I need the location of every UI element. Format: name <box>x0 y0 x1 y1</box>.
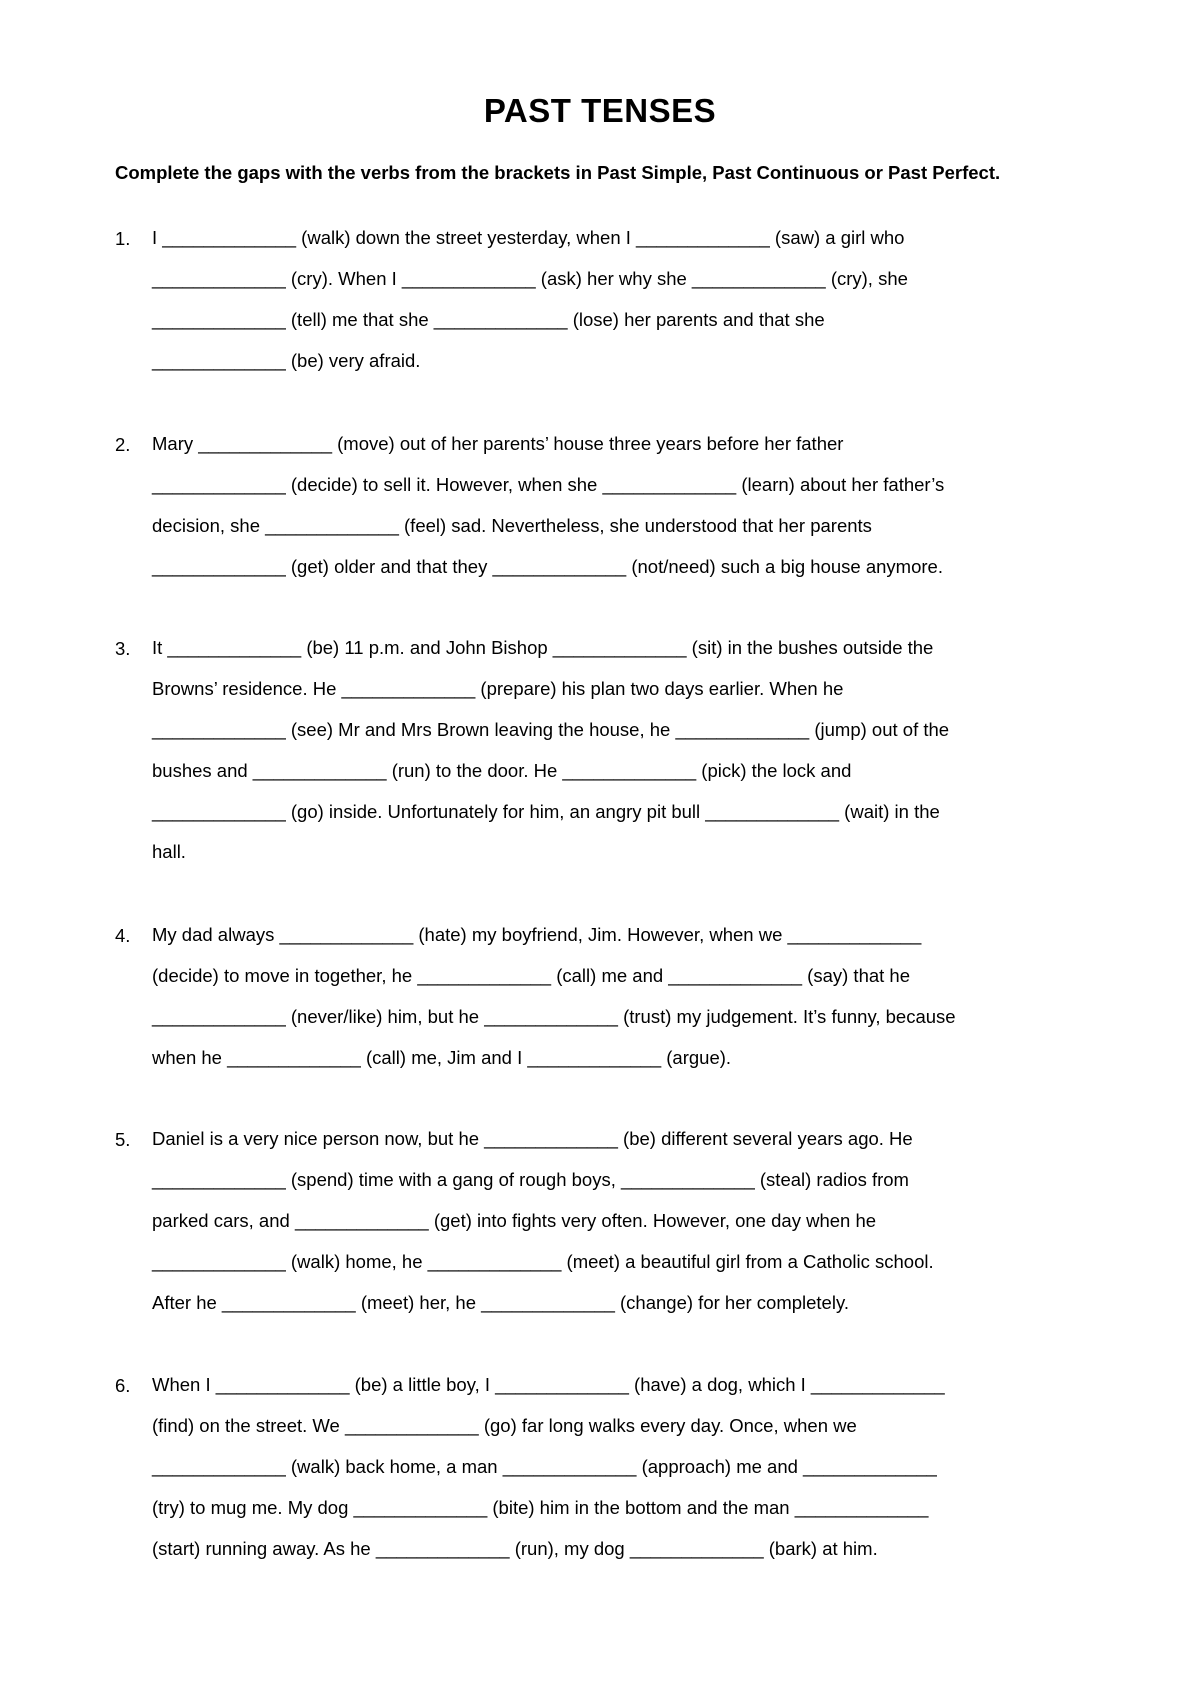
exercise-line: parked cars, and _____________ (get) into fights very often. However, one day when he <box>152 1209 877 1231</box>
exercise-line: Browns’ residence. He _____________ (prepare) his plan two days earlier. When he <box>152 677 844 699</box>
exercise-line: _____________ (be) very afraid. <box>152 349 421 371</box>
exercise-text <box>152 638 949 883</box>
exercise-line: (try) to mug me. My dog _____________ (bite) him in the bottom and the man _____________ <box>152 1496 929 1518</box>
exercise-line: (start) running away. As he _____________ (run), my dog _____________ (bark) at him. <box>152 1537 878 1559</box>
exercise-line: After he _____________ (meet) her, he _____________ (change) for her completely. <box>152 1291 849 1313</box>
page-title: PAST TENSES <box>483 92 717 129</box>
exercise-line: hall. <box>152 841 186 863</box>
exercise-line: When I _____________ (be) a little boy, I _____________ (have) a dog, which I _____________ <box>152 1374 945 1395</box>
exercise-number: 1. <box>115 228 131 249</box>
exercise-line: Mary _____________ (move) out of her parents’ house three years before her father <box>152 433 844 454</box>
exercise-line: Daniel is a very nice person now, but he _____________ (be) different several years ago. He <box>152 1128 913 1149</box>
exercise-line: _____________ (decide) to sell it. However, when she _____________ (learn) about her father’s <box>152 473 945 495</box>
exercise-line: _____________ (cry). When I _____________ (ask) her why she _____________ (cry), she <box>152 267 908 289</box>
exercise-text <box>152 1375 945 1579</box>
exercise-number: 3. <box>115 638 131 659</box>
exercise-line: (find) on the street. We _____________ (go) far long walks every day. Once, when we <box>152 1414 857 1436</box>
exercise-line: decision, she _____________ (feel) sad. Nevertheless, she understood that her parents <box>152 514 872 536</box>
exercise-line: _____________ (see) Mr and Mrs Brown leaving the house, he _____________ (jump) out of the <box>152 718 950 740</box>
exercise-number: 5. <box>115 1129 131 1150</box>
exercise-text <box>152 434 944 598</box>
exercise-line: _____________ (walk) home, he _____________ (meet) a beautiful girl from a Catholic school. <box>152 1250 934 1272</box>
exercise-line: My dad always _____________ (hate) my boyfriend, Jim. However, when we _____________ <box>152 924 922 945</box>
exercise-number: 2. <box>115 434 131 455</box>
instructions: Complete the gaps with the verbs from the brackets in Past Simple, Past Continuous or Past Perfect. <box>115 162 1001 183</box>
exercise-line: _____________ (walk) back home, a man _____________ (approach) me and _____________ <box>152 1455 937 1477</box>
exercise-line: _____________ (spend) time with a gang of rough boys, _____________ (steal) radios from <box>152 1168 909 1190</box>
exercise-line: _____________ (go) inside. Unfortunately for him, an angry pit bull _____________ (wait) in the <box>152 800 940 822</box>
exercise-line: I _____________ (walk) down the street yesterday, when I _____________ (saw) a girl who <box>152 227 905 248</box>
exercise-line: It _____________ (be) 11 p.m. and John Bishop _____________ (sit) in the bushes outside the <box>152 637 934 658</box>
exercise-line: (decide) to move in together, he _____________ (call) me and _____________ (say) that he <box>152 964 911 986</box>
exercise-number: 4. <box>115 925 131 946</box>
exercise-line: _____________ (never/like) him, but he _____________ (trust) my judgement. It’s funny, because <box>152 1005 956 1027</box>
exercise-line: _____________ (tell) me that she _____________ (lose) her parents and that she <box>152 308 825 330</box>
exercise-line: _____________ (get) older and that they _____________ (not/need) such a big house anymore. <box>152 555 943 577</box>
exercise-line: when he _____________ (call) me, Jim and I _____________ (argue). <box>152 1046 732 1068</box>
exercise-line: bushes and _____________ (run) to the door. He _____________ (pick) the lock and <box>152 759 852 781</box>
exercise-text <box>152 228 908 392</box>
exercise-text <box>152 925 956 1089</box>
exercise-text <box>152 1129 934 1333</box>
exercise-number: 6. <box>115 1375 131 1396</box>
